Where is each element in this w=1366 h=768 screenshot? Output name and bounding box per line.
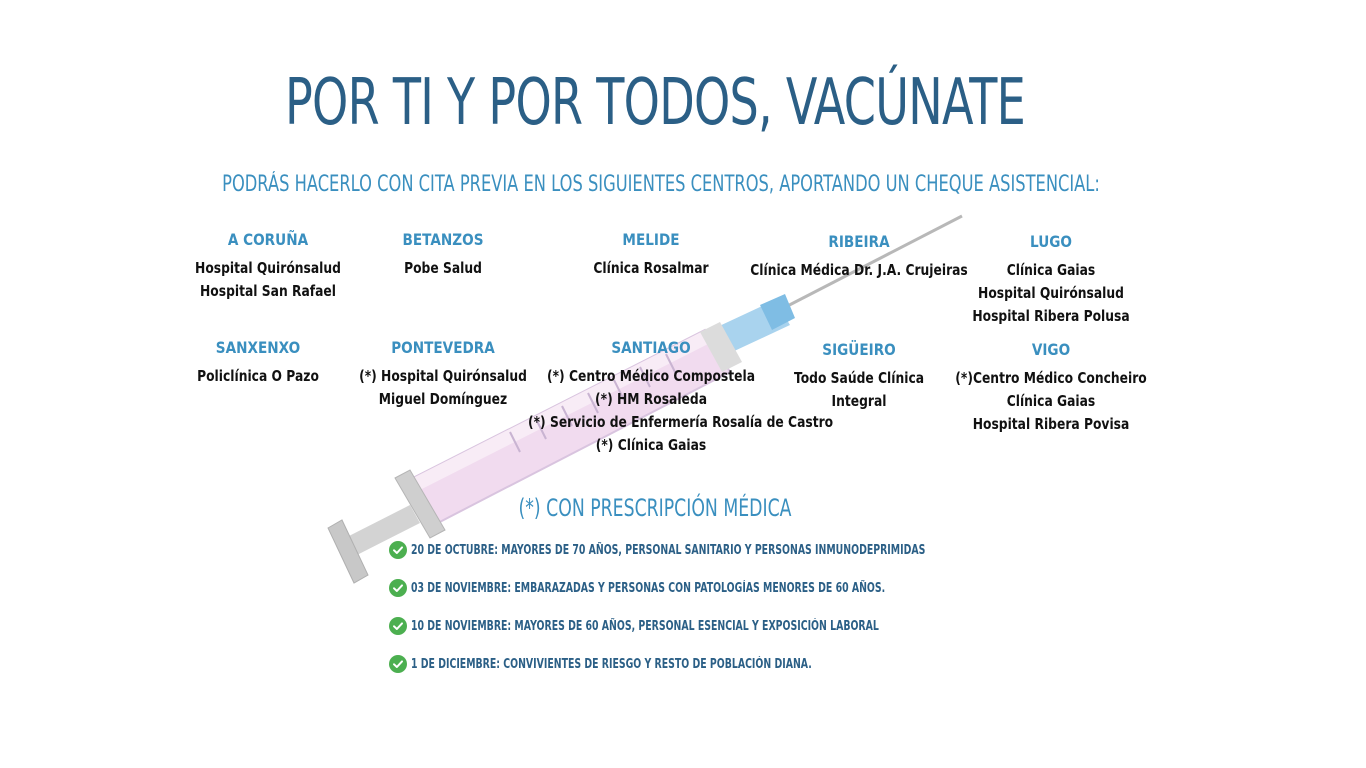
clinic-name: Policlínica O Pazo: [197, 367, 319, 385]
clinic-name: Miguel Domínguez: [378, 390, 508, 408]
clinic-name: (*) Servicio de Enfermería Rosalía de Castro: [528, 413, 834, 431]
clinic-name: (*) Clínica Gaias: [595, 436, 707, 454]
prescription-note: (*) CON PRESCRIPCIÓN MÉDICA: [518, 494, 792, 522]
check-circle-icon: [389, 579, 407, 597]
page-title: POR TI Y POR TODOS, VACÚNATE: [284, 66, 1026, 140]
clinic-name: Hospital Quirónsalud: [195, 259, 341, 277]
clinic-name: Todo Saúde Clínica: [793, 369, 925, 387]
location-lugo: [901, 232, 1201, 328]
clinic-name: Integral: [831, 392, 887, 410]
check-circle-icon: [389, 655, 407, 673]
city-name: MELIDE: [622, 230, 680, 249]
schedule-item: [389, 540, 1125, 560]
clinic-name: Clínica Rosalmar: [593, 259, 709, 277]
schedule-text: 20 DE OCTUBRE: MAYORES DE 70 AÑOS, PERSONAL SANITARIO Y PERSONAS INMUNODEPRIMIDAS: [411, 542, 926, 558]
city-name: VIGO: [1031, 340, 1071, 359]
check-circle-icon: [389, 541, 407, 559]
schedule-text: 10 DE NOVIEMBRE: MAYORES DE 60 AÑOS, PERSONAL ESENCIAL Y EXPOSICIÓN LABORAL: [411, 618, 879, 634]
clinic-name: (*) HM Rosaleda: [595, 390, 707, 408]
city-name: LUGO: [1030, 232, 1072, 251]
clinic-name: Clínica Médica Dr. J.A. Crujeiras: [750, 261, 968, 279]
schedule-item: [389, 616, 1061, 636]
schedule-item: [389, 578, 1070, 598]
clinic-name: Clínica Gaias: [1006, 261, 1096, 279]
city-name: SIGÜEIRO: [822, 340, 896, 359]
city-name: SANXENXO: [215, 338, 301, 357]
clinic-name: Hospital Ribera Povisa: [972, 415, 1130, 433]
clinic-name: Hospital Quirónsalud: [978, 284, 1124, 302]
clinic-name: (*) Hospital Quirónsalud: [359, 367, 527, 385]
city-name: SANTIAGO: [611, 338, 691, 357]
clinic-name: Hospital Ribera Polusa: [972, 307, 1130, 325]
city-name: RIBEIRA: [828, 232, 890, 251]
page-subtitle: PODRÁS HACERLO CON CITA PREVIA EN LOS SIGUIENTES CENTROS, APORTANDO UN CHEQUE ASISTENCIAL:: [222, 172, 1100, 197]
schedule-text: 1 DE DICIEMBRE: CONVIVIENTES DE RIESGO Y RESTO DE POBLACIÓN DIANA.: [411, 656, 812, 672]
clinic-name: (*) Centro Médico Compostela: [547, 367, 755, 385]
clinic-name: Clínica Gaias: [1006, 392, 1096, 410]
city-name: PONTEVEDRA: [391, 338, 495, 357]
check-circle-icon: [389, 617, 407, 635]
city-name: BETANZOS: [402, 230, 484, 249]
clinic-name: (*)Centro Médico Concheiro: [955, 369, 1147, 387]
schedule-text: 03 DE NOVIEMBRE: EMBARAZADAS Y PERSONAS CON PATOLOGÍAS MENORES DE 60 AÑOS.: [411, 580, 886, 596]
clinic-name: Pobe Salud: [404, 259, 482, 277]
clinic-name: Hospital San Rafael: [200, 282, 336, 300]
location-vigo: [901, 340, 1201, 436]
city-name: A CORUÑA: [227, 230, 309, 249]
schedule-item: [389, 654, 968, 674]
